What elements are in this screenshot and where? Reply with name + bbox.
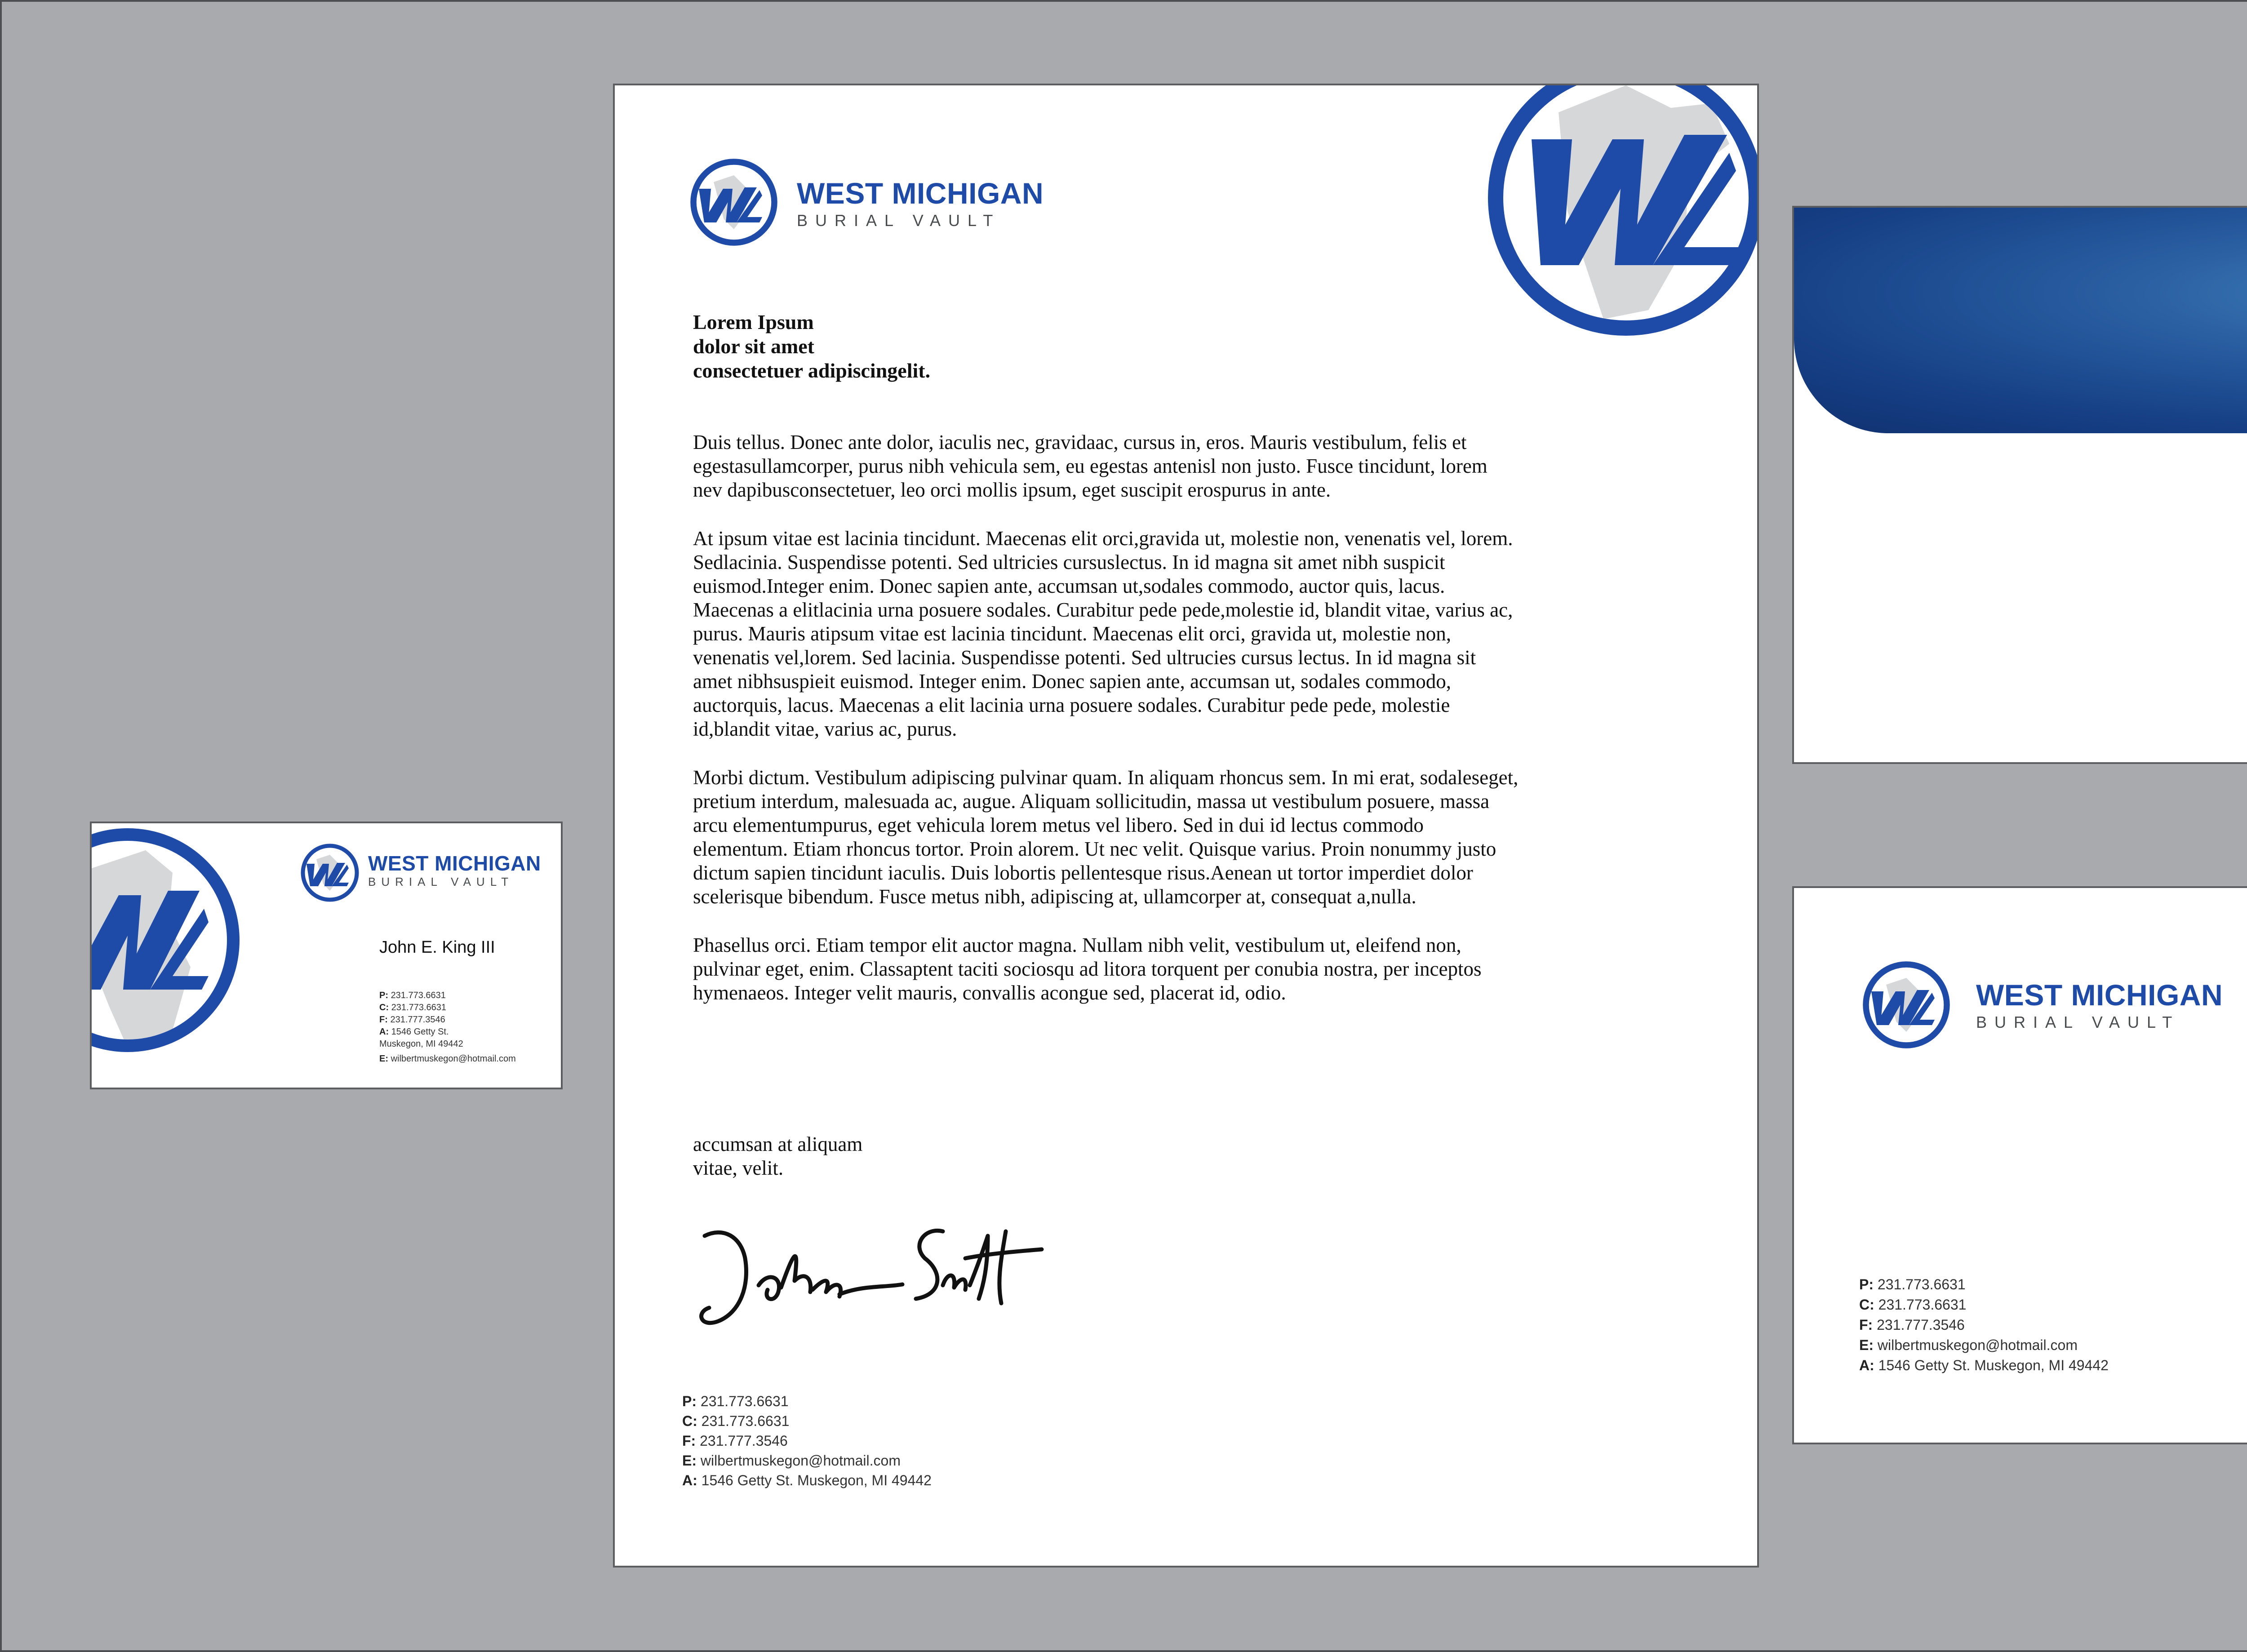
card-name: John E. King III	[379, 938, 495, 957]
address-line-2: Muskegon, MI 49442	[379, 1039, 463, 1049]
address-line: A: 1546 Getty St. Muskegon, MI 49442	[682, 1472, 932, 1488]
cell-line: C: 231.773.6631	[682, 1413, 790, 1429]
wm-emblem-icon	[1478, 84, 1759, 346]
email-line: E: wilbertmuskegon@hotmail.com	[1859, 1337, 2078, 1353]
envelope-flap	[1794, 208, 2247, 433]
letterhead	[613, 84, 1759, 1568]
address-line: A: 1546 Getty St.	[379, 1027, 449, 1037]
phone-line: P: 231.773.6631	[682, 1393, 789, 1409]
brand-title: WEST MICHIGAN	[1976, 978, 2223, 1012]
salutation-line: Lorem Ipsum	[693, 311, 814, 333]
brand-subtitle: BURIAL VAULT	[1976, 1013, 2180, 1031]
body-paragraph: Phasellus orci. Etiam tempor elit auctor magna. Nullam nibh velit, vestibulum ut, eleifend non, pulvinar eget, enim. Classaptent taciti sociosqu ad litora torquent per conubia nostra, per inceptos hymenaeos. Integer velit mauris, convallis acongue sed, placerat id, odio.	[693, 934, 1482, 1004]
wm-emblem-icon	[90, 822, 249, 1061]
body-paragraph: Morbi dictum. Vestibulum adipiscing pulvinar quam. In aliquam rhoncus sem. In mi erat, sodaleseget, pretium interdum, malesuada ac, augue. Aliquam sollicitudin, massa ut vestibulum posuere, massa arcu elementumpurus, eget vehicula lorem metus vel libero. Sed in dui id lectus commodo elementum. Etiam rhoncus tortor. Proin alorem. Ut nec velit. Quisque varius. Proin nonummy justo dictum sapien tincidunt iaculis. Duis lobortis pellentesque risus.Aenean ut tortor imperdiet dolor scelerisque bibendum. Fusce metus nibh, adipiscing at, ullamcorper at, consequat a,nulla.	[693, 766, 1519, 908]
salutation	[693, 310, 930, 383]
salutation-line: dolor sit amet	[693, 335, 815, 358]
fax-line: F: 231.777.3546	[682, 1433, 788, 1449]
brand-title: WEST MICHIGAN	[797, 177, 1044, 210]
card-contact-block	[379, 990, 516, 1065]
brand-title: WEST MICHIGAN	[368, 852, 541, 875]
wm-logo-icon	[298, 841, 361, 904]
signature-icon	[691, 1209, 1064, 1335]
wm-logo-icon	[687, 155, 781, 249]
closing-line: accumsan at aliquam	[693, 1133, 863, 1155]
email-line: E: wilbertmuskegon@hotmail.com	[682, 1452, 901, 1469]
body-paragraph: At ipsum vitae est lacinia tincidunt. Maecenas elit orci,gravida ut, molestie non, venenatis vel, lorem. Sedlacinia. Suspendisse potenti. Sed ultricies cursuslectus. In id magna sit amet nibh suspicit euismod.Integer enim. Donec sapien ante, accumsan ut,sodales commodo, auctor quis, lacus. Maecenas a elitlacinia urna posuere sodales. Curabitur pede pede,molestie id, blandit vitae, varius ac, purus. Mauris atipsum vitae est lacinia tincidunt. Maecenas elit orci, gravida ut, molestie non, venenatis vel,lorem. Sed lacinia. Suspendisse potenti. Sed ultrucies cursus lectus. In id magna sit amet nibhsuspieit euismod. Integer enim. Donec sapien ante, accumsan ut, sodales commodo, auctorquis, lacus. Maecenas a elit lacinia urna posuere sodales. Curabitur pede pede, molestie id,blandit vitae, varius ac, purus.	[693, 527, 1513, 740]
cell-line: C: 231.773.6631	[1859, 1297, 1967, 1313]
envelope-contact-block	[1859, 1275, 2109, 1376]
business-card	[90, 822, 563, 1089]
closing-line: vitae, velit.	[693, 1157, 784, 1179]
phone-line: P: 231.773.6631	[1859, 1276, 1966, 1292]
address-line: A: 1546 Getty St. Muskegon, MI 49442	[1859, 1357, 2109, 1373]
body-paragraph: Duis tellus. Donec ante dolor, iaculis nec, gravidaac, cursus in, eros. Mauris vestibulum, felis et egestasullamcorper, purus nibh vehicula sem, eu egestas antenisl non justo. Fusce tincidunt, lorem nev dapibusconsectetuer, leo orci mollis ipsum, eget suscipit erospurus in ante.	[693, 431, 1488, 501]
closing	[693, 1132, 862, 1180]
cell-line: C: 231.773.6631	[379, 1003, 447, 1013]
phone-line: P: 231.773.6631	[379, 990, 446, 1000]
envelope-back	[1792, 206, 2247, 764]
letter-body	[693, 431, 1520, 1030]
email-line: E: wilbertmuskegon@hotmail.com	[379, 1054, 516, 1064]
envelope-front	[1792, 886, 2247, 1444]
fax-line: F: 231.777.3546	[1859, 1317, 1965, 1333]
letter-contact-block	[682, 1391, 932, 1490]
fax-line: F: 231.777.3546	[379, 1015, 445, 1025]
salutation-line: consectetuer adipiscingelit.	[693, 359, 931, 382]
brand-subtitle: BURIAL VAULT	[368, 875, 514, 888]
wm-logo-icon	[1859, 958, 1954, 1052]
brand-subtitle: BURIAL VAULT	[797, 211, 1001, 230]
